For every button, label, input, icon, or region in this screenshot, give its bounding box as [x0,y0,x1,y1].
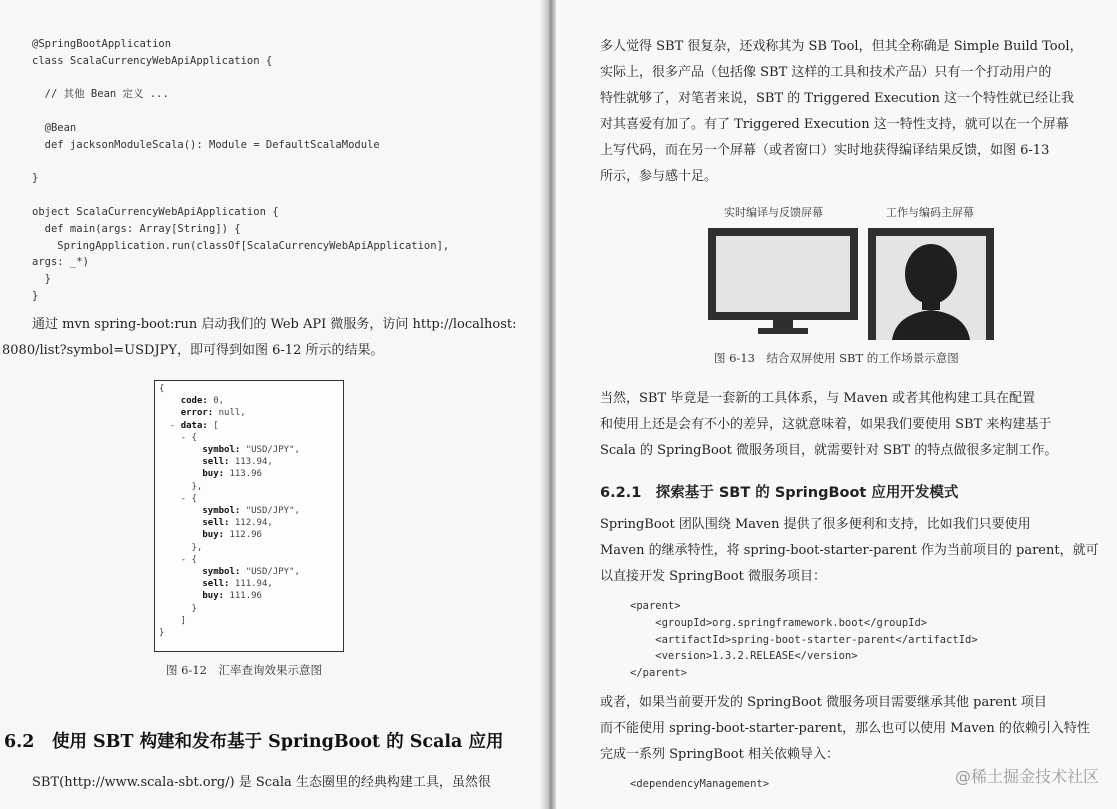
text-line: Scala 的 SpringBoot 微服务项目，就需要针对 SBT 的特点做很多定制工作。 [600,443,1058,458]
paragraph-sbt-vs-maven [600,386,1057,464]
json-buy-value: 112.96 [229,530,262,541]
text-line: 以直接开发 SpringBoot 微服务项目： [600,569,826,584]
right-monitor-icon [868,228,994,340]
left-page [0,0,548,809]
json-key-data: data: [180,420,208,431]
xml-dependency-management: <dependencyManagement> [630,778,770,790]
json-buy-key: buy: [202,591,225,602]
text-line: 实际上，很多产品（包括像 SBT 这样的工具和技术产品）只有一个打动用户的 [600,65,1052,80]
text-line: 所示，参与感十足。 [600,169,718,184]
json-symbol-value: "USD/JPY", [245,445,300,456]
xml-parent-block: <parent> <groupId>org.springframework.boot</groupId> <artifactId>spring-boot-starter-parent</artifactId> <version>1.3.2.RELEASE</version> </parent> [630,600,978,680]
json-key-code: code: [180,396,208,407]
text-line: SpringBoot 团队围绕 Maven 提供了很多便利和支持，比如我们只要使用 [600,517,1031,532]
json-buy-key: buy: [202,469,225,480]
section-heading-6-2: 6.2 使用 SBT 构建和发布基于 SpringBoot 的 Scala 应用 [4,732,504,752]
text-line: 对其喜爱有加了。有了 Triggered Execution 这一特性支持，就可以在一个屏幕 [600,117,1069,132]
json-buy-value: 111.96 [229,591,262,602]
paragraph-sbt-intro: SBT(http://www.scala-sbt.org/) 是 Scala 生态圈里的经典构建工具，虽然很 [32,775,491,790]
json-val-code: 0, [213,396,225,407]
monitor-left-label: 实时编译与反馈屏幕 [724,206,823,219]
json-symbol-key: symbol: [202,506,241,517]
right-page [556,0,1117,809]
figure-6-12-caption: 图 6-12 汇率查询效果示意图 [166,663,322,677]
text-line: 多人觉得 SBT 很复杂，还戏称其为 SB Tool，但其全称确是 Simple Build Tool， [600,39,1083,54]
json-content: { code: 0, error: null, - data: [ - { symbol: "USD/JPY", sell: 113.94, buy: 113.96 }, - { symbol: "USD/JPY", sell: 112.94, buy: 112.96 }, - { symbol: "USD/JPY", sell: 111.94, buy: 111.96 } ] } [159,384,300,639]
json-key-error: error: [180,408,214,419]
text-line: 上写代码，而在另一个屏幕（或者窗口）实时地获得编译结果反馈，如图 6-13 [600,143,1050,158]
json-symbol-key: symbol: [202,445,241,456]
subsection-heading-6-2-1: 6.2.1 探索基于 SBT 的 SpringBoot 应用开发模式 [600,485,959,501]
json-buy-key: buy: [202,530,225,541]
text-line: 特性就够了，对笔者来说，SBT 的 Triggered Execution 这一个特性就已经让我 [600,91,1075,106]
json-val-data: [ [213,420,219,431]
json-symbol-value: "USD/JPY", [245,506,300,517]
json-result-box [154,380,344,652]
dual-monitor-illustration [696,222,1006,342]
figure-6-13-caption: 图 6-13 结合双屏使用 SBT 的工作场景示意图 [714,351,959,365]
text-line: 或者，如果当前要开发的 SpringBoot 微服务项目需要继承其他 parent 项目 [600,695,1047,710]
json-open-brace: { [159,384,165,394]
text-line: 当然，SBT 毕竟是一套新的工具体系，与 Maven 或者其他构建工具在配置 [600,391,1035,406]
text-line: Maven 的继承特性，将 spring-boot-starter-parent 作为当前项目的 parent，就可 [600,543,1099,558]
scala-code-block: @SpringBootApplication class ScalaCurrencyWebApiApplication { // 其他 Bean 定义 ... @Bean def jacksonModuleScala(): Module = DefaultScalaModule } object ScalaCurrencyWebApiApplication { def main(args: Array[String]) { SpringApplication.run(classOf[ScalaCurrencyWebApiApplication], args: _*) } } [32,38,450,302]
json-sell-value: 111.94, [234,579,273,590]
json-sell-key: sell: [202,457,230,468]
paragraph-sbt-description [600,34,1083,190]
json-buy-value: 113.96 [229,469,262,480]
json-symbol-value: "USD/JPY", [245,567,300,578]
json-val-error: null, [218,408,246,419]
monitor-right-label: 工作与编码主屏幕 [886,206,974,219]
paragraph-springboot-maven [600,512,1099,590]
watermark: @稀土掘金技术社区 [954,767,1099,786]
text-line: 而不能使用 spring-boot-starter-parent，那么也可以使用 Maven 的依赖引入特性 [600,721,1090,736]
text-line: 和使用上还是会有不小的差异，这就意味着，如果我们要使用 SBT 来构建基于 [600,417,1052,432]
paragraph-dependency-import [600,690,1090,768]
json-sell-key: sell: [202,518,230,529]
text-line: 完成一系列 SpringBoot 相关依赖导入： [600,747,839,762]
json-symbol-key: symbol: [202,567,241,578]
json-sell-value: 113.94, [234,457,273,468]
json-sell-value: 112.94, [234,518,273,529]
left-monitor-icon [708,228,858,334]
paragraph-mvn-run-line2: 8080/list?symbol=USDJPY，即可得到如图 6-12 所示的结果。 [2,343,384,358]
json-sell-key: sell: [202,579,230,590]
paragraph-mvn-run-line1: 通过 mvn spring-boot:run 启动我们的 Web API 微服务，访问 http://localhost: [32,317,517,332]
